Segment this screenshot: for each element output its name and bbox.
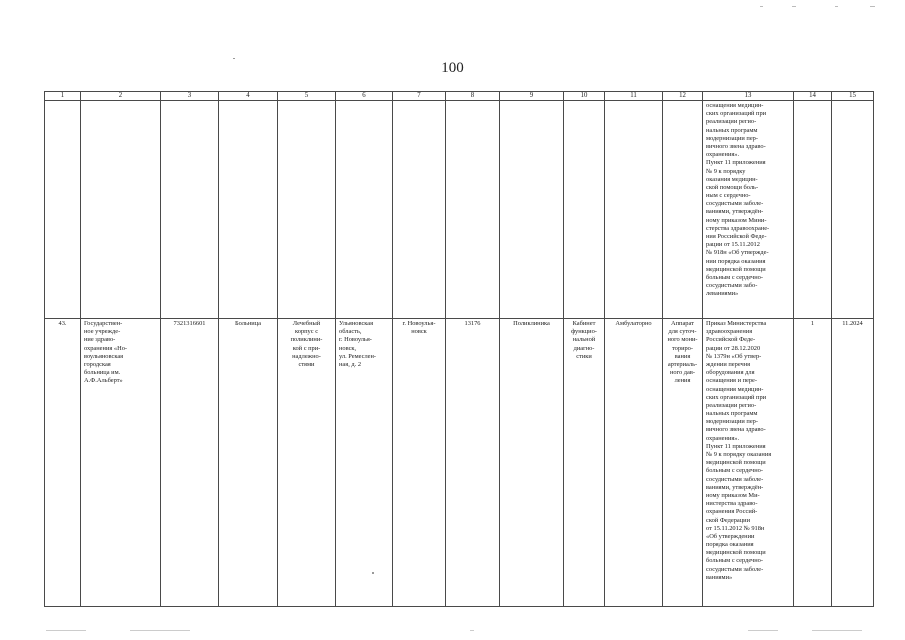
cell-empty (161, 101, 219, 319)
column-number: 15 (832, 92, 874, 101)
cell-empty (564, 101, 605, 319)
cell-organization-name: Государствен- ное учрежде- ние здраво- охранения «Но- воульяновская городская больница им. А.Ф.Альберт» (81, 319, 161, 607)
column-number-row (45, 92, 874, 101)
cell-empty (663, 101, 703, 319)
cell-empty (500, 101, 564, 319)
cell-empty (794, 101, 832, 319)
cell-department: Кабинет функцио- нальной диагно- стики (564, 319, 605, 607)
cell-address: Ульяновская область, г. Новоулья- новск, ул. Ремеслен- ная, д. 2 (336, 319, 393, 607)
cell-population: 13176 (446, 319, 500, 607)
cell-settlement: г. Новоулья- новск (393, 319, 446, 607)
cell-quantity: 1 (794, 319, 832, 607)
cell-delivery-date: 11.2024 (832, 319, 874, 607)
cell-empty (336, 101, 393, 319)
cell-empty (393, 101, 446, 319)
cell-building: Лечебный корпус с поликлини- кой с при- надлежно- стями (278, 319, 336, 607)
table-row-43 (45, 319, 874, 607)
cell-empty (446, 101, 500, 319)
cell-empty (219, 101, 278, 319)
column-number: 10 (564, 92, 605, 101)
column-number: 5 (278, 92, 336, 101)
column-number: 9 (500, 92, 564, 101)
cell-inn: 7321316601 (161, 319, 219, 607)
cell-organization-type: Больница (219, 319, 278, 607)
cell-equipment: Аппарат для суточ- ного мони- ториро- вания артериаль- ного дав- ления (663, 319, 703, 607)
cell-empty (832, 101, 874, 319)
column-number: 6 (336, 92, 393, 101)
cell-empty (278, 101, 336, 319)
column-number: 11 (605, 92, 663, 101)
table-row-continued (45, 101, 874, 319)
column-number: 4 (219, 92, 278, 101)
register-table (44, 91, 874, 607)
column-number: 3 (161, 92, 219, 101)
column-number: 8 (446, 92, 500, 101)
column-number: 7 (393, 92, 446, 101)
cell-empty (605, 101, 663, 319)
column-number: 14 (794, 92, 832, 101)
column-number: 12 (663, 92, 703, 101)
column-number: 13 (703, 92, 794, 101)
cell-legal-basis: Приказ Министерства здравоохранения Российской Феде- рации от 28.12.2020 № 1379н «Об утвер- ждении перечня оборудования для оснащения и пере- оснащения медицин- ских организаций при реализации регио- нальных программ модернизации пер- вичного звена здраво- охранения». Пункт 11 приложения № 9 к порядку оказания медицинской помощи больным с сердечно- сосудистыми заболе- ваниями, утверждён- ному приказом Ми- нистерства здраво- охранения Россий- ской Федерации от 15.11.2012 № 918н «Об утверждении порядка оказания медицинской помощи больным с сердечно- сосудистыми заболе- ваниями» (703, 319, 794, 607)
cell-care-conditions: Амбулаторно (605, 319, 663, 607)
cell-empty (45, 101, 81, 319)
cell-empty (81, 101, 161, 319)
column-number: 1 (45, 92, 81, 101)
cell-legal-basis: оснащения медицин- ских организаций при реализации регио- нальных программ модернизации пер- вичного звена здраво- охранения». Пункт 11 приложения № 9 к порядку оказания медицин- ской помощи боль- ным с сердечно- сосудистыми заболе- ваниями, утверждён- ному приказом Мини- стерства здравоохране- ния Российской Феде- рации от 15.11.2012 № 918н «Об утвержде- нии порядка оказания медицинской помощи больным с сердечно- сосудистыми забо- леваниями» (703, 101, 794, 319)
column-number: 2 (81, 92, 161, 101)
page-number: 100 (441, 60, 464, 76)
cell-row-number: 43. (45, 319, 81, 607)
cell-unit: Поликлиника (500, 319, 564, 607)
